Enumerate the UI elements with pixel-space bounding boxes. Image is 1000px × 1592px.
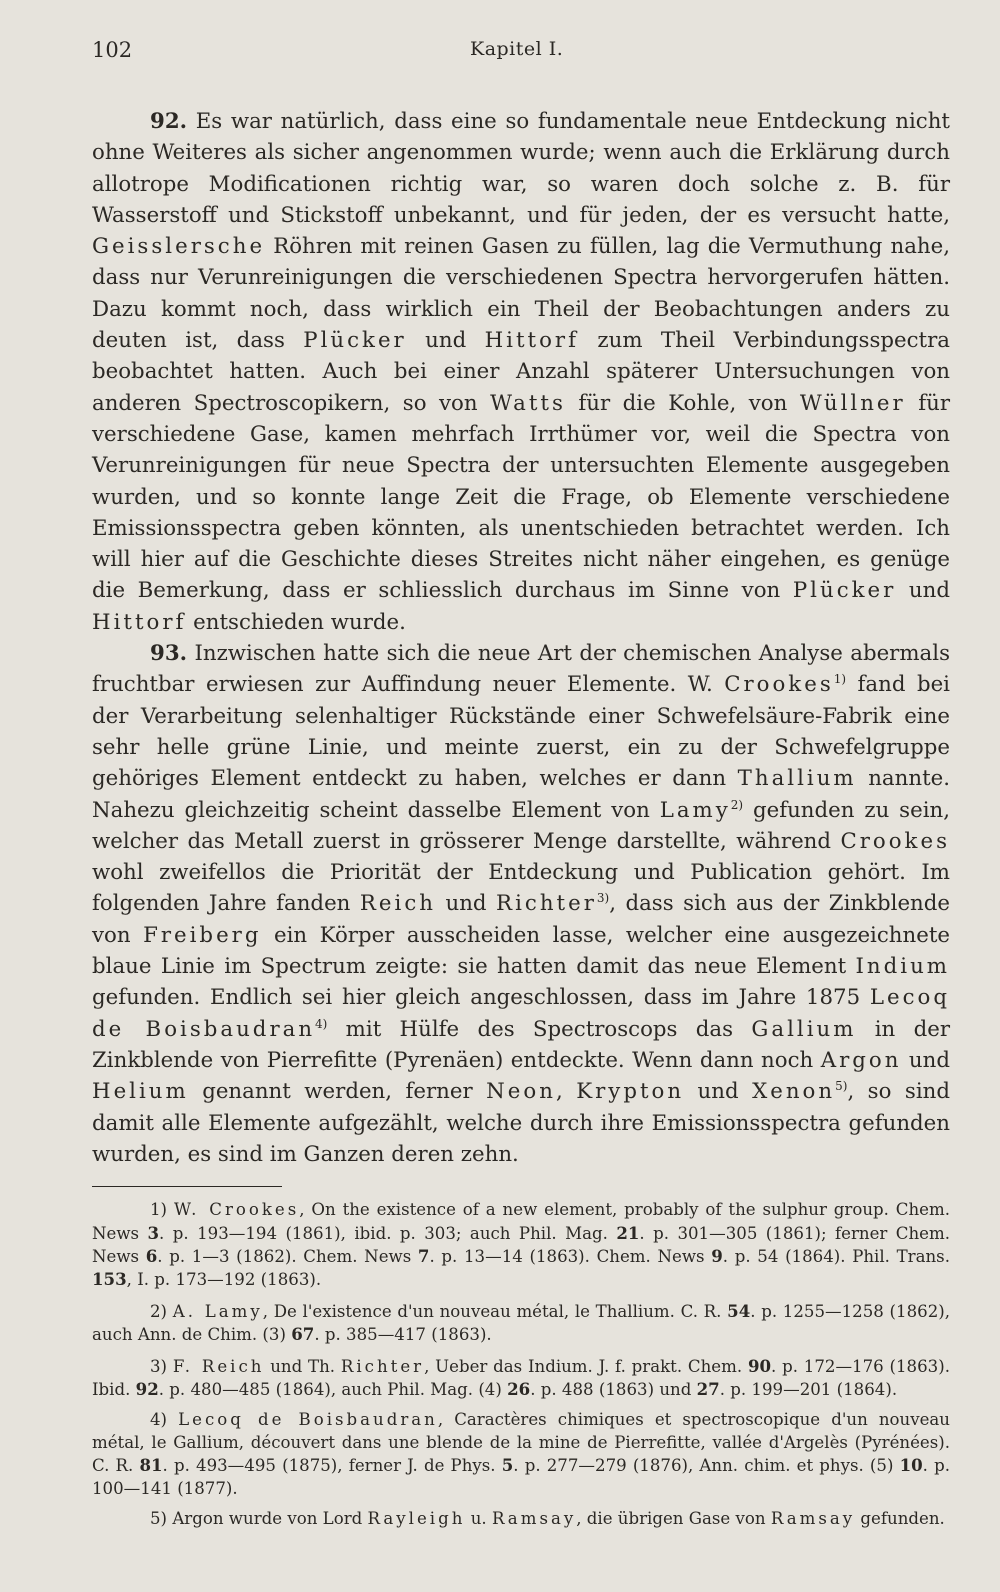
spaced-name: Freiberg bbox=[143, 922, 262, 948]
spaced-name: Watts bbox=[490, 390, 566, 416]
text-run: , Caractères chimiques et spectroscopique d'un nouveau métal, le Gallium, découvert dans une blende de la mine de Pierrefitte, vallée d'Argelès (Pyrénées). C. R. bbox=[92, 1410, 950, 1476]
text-run: , bbox=[555, 1079, 577, 1105]
footnote-ref[interactable]: 4) bbox=[315, 1016, 328, 1031]
spaced-name: Wüllner bbox=[799, 390, 906, 416]
paragraph-section-93 bbox=[92, 638, 950, 1170]
footnote-mark: 5) bbox=[150, 1508, 168, 1528]
spaced-name: Neon bbox=[486, 1079, 556, 1105]
volume-number: 5 bbox=[501, 1455, 514, 1476]
footnote-mark: 2) bbox=[150, 1301, 168, 1321]
text-run: Es war natürlich, dass eine so fundamentale neue Entdeckung nicht ohne Weiteres als sicher angenommen wurde; wenn auch die Erklärung durch allotrope Modificationen richtig war, so waren doch solche z. B. für Wasserstoff und Stickstoff unbekannt, und für jeden, der es versucht hatte, bbox=[92, 109, 950, 228]
text-run: und bbox=[406, 328, 485, 354]
text-run: , dass sich aus der Zinkblende von bbox=[92, 891, 951, 948]
text-run: und bbox=[896, 578, 950, 604]
volume-number: 27 bbox=[696, 1378, 720, 1399]
page-header bbox=[92, 38, 950, 78]
spaced-name: Indium bbox=[855, 954, 950, 980]
text-run: . p. 193—194 (1861), ibid. p. 303; auch Phil. Mag. bbox=[159, 1223, 617, 1243]
text-run: . p. 480—485 (1864), auch Phil. Mag. (4) bbox=[158, 1379, 508, 1399]
text-run: . p. 100—141 (1877). bbox=[92, 1456, 950, 1498]
volume-number: 26 bbox=[507, 1378, 531, 1399]
text-run: gefunden zu sein, welcher das Metall zuerst in grösserer Menge darstellte, während bbox=[92, 797, 950, 854]
text-run: , I. p. 173—192 (1863). bbox=[126, 1270, 322, 1290]
text-run: ein Körper ausscheiden lasse, welcher eine ausgezeichnete blaue Linie im Spectrum zeigte: sie hatten damit das neue Element bbox=[92, 922, 950, 980]
text-run: nannte. Nahezu gleichzeitig scheint dasselbe Element von bbox=[92, 766, 950, 823]
footnote-author: Lecoq de Boisbaudran bbox=[178, 1410, 438, 1430]
text-run: . p. 488 (1863) und bbox=[530, 1379, 697, 1399]
text-run: , On the existence of a new element, probably of the sulphur group. Chem. News bbox=[92, 1200, 950, 1243]
volume-number: 67 bbox=[291, 1324, 315, 1345]
text-run: für die Kohle, von bbox=[565, 390, 800, 416]
volume-number: 54 bbox=[727, 1300, 751, 1321]
text-run: , De l'existence d'un nouveau métal, le Thallium. C. R. bbox=[262, 1301, 728, 1321]
text-run: Röhren mit reinen Gasen zu füllen, lag die Vermuthung nahe, dass nur Verunreinigungen die verschiedenen Spectra hervorgerufen hätten. Dazu kommt noch, dass wirklich ein Theil der Beobachtungen anders zu deuten ist, dass bbox=[92, 234, 950, 354]
footnotes bbox=[92, 1199, 950, 1530]
text-run: gefunden. Endlich sei hier gleich angeschlossen, dass im Jahre 1875 bbox=[92, 985, 870, 1011]
spaced-name: Ramsay bbox=[770, 1508, 856, 1528]
footnote-3 bbox=[92, 1355, 950, 1402]
footnote-2 bbox=[92, 1300, 950, 1347]
text-run: . p. 13—14 (1863). Chem. News bbox=[429, 1246, 712, 1266]
volume-number: 81 bbox=[139, 1455, 163, 1476]
text-run: entschieden wurde. bbox=[186, 609, 406, 635]
text-run: und Th. bbox=[264, 1356, 341, 1376]
section-number: 92. bbox=[150, 109, 188, 134]
text-run: u. bbox=[465, 1508, 492, 1528]
volume-number: 90 bbox=[747, 1355, 772, 1376]
footnote-author: F. Reich bbox=[172, 1356, 265, 1376]
volume-number: 6 bbox=[145, 1245, 158, 1266]
spaced-name: Crookes bbox=[724, 672, 834, 698]
footnote-author: A. Lamy bbox=[172, 1301, 263, 1321]
spaced-name: Lamy bbox=[659, 797, 731, 823]
spaced-name: Plücker bbox=[792, 578, 897, 604]
volume-number: 3 bbox=[147, 1222, 160, 1243]
text-run: Argon wurde von Lord bbox=[167, 1508, 368, 1528]
footnote-author: W. Crookes bbox=[173, 1200, 300, 1220]
paragraph-section-92 bbox=[92, 106, 950, 638]
spaced-name: Xenon bbox=[752, 1079, 836, 1105]
footnote-ref[interactable]: 3) bbox=[596, 891, 610, 906]
text-run: zum Theil Verbindungsspectra beobachtet hatten. Auch bei einer Anzahl späterer Untersuchungen von anderen Spectroscopikern, so von bbox=[92, 328, 950, 416]
volume-number: 10 bbox=[899, 1455, 923, 1476]
spaced-name: Helium bbox=[92, 1079, 189, 1105]
text-run: und bbox=[684, 1079, 753, 1105]
spaced-name: Gallium bbox=[751, 1016, 857, 1042]
volume-number: 9 bbox=[711, 1245, 723, 1266]
main-text bbox=[92, 106, 950, 1170]
text-run: , so sind damit alle Elemente aufgezählt, welche durch ihre Emissionsspectra gefunden wurden, es sind im Ganzen deren zehn. bbox=[92, 1079, 950, 1167]
spaced-name: Hittorf bbox=[92, 609, 187, 635]
text-run: und bbox=[901, 1047, 950, 1073]
running-head: Kapitel I. bbox=[470, 38, 564, 60]
volume-number: 7 bbox=[417, 1245, 430, 1266]
text-run: . p. 301—305 (1861); ferner Chem. News bbox=[92, 1223, 950, 1266]
text-run: . p. 1255—1258 (1862), auch Ann. de Chim. (3) bbox=[92, 1301, 951, 1345]
text-run: mit Hülfe des Spectroscops das bbox=[327, 1016, 752, 1042]
text-run: . p. 199—201 (1864). bbox=[719, 1379, 898, 1399]
footnote-divider bbox=[92, 1186, 282, 1187]
text-run: genannt werden, ferner bbox=[188, 1079, 487, 1105]
text-run: Inzwischen hatte sich die neue Art der chemischen Analyse abermals fruchtbar erwiesen zur Auffindung neuer Elemente. W. bbox=[92, 641, 950, 698]
footnote-mark: 4) bbox=[150, 1410, 168, 1430]
text-run: . p. 385—417 (1863). bbox=[314, 1325, 492, 1345]
text-run: und bbox=[435, 891, 497, 917]
spaced-name: Plücker bbox=[303, 328, 407, 354]
spaced-name: Krypton bbox=[576, 1079, 685, 1105]
text-run: . p. 172—176 (1863). Ibid. bbox=[92, 1356, 950, 1399]
text-run: , die übrigen Gase von bbox=[576, 1508, 771, 1528]
spaced-name: Geisslersche bbox=[92, 234, 266, 260]
section-number: 93. bbox=[150, 641, 188, 667]
spaced-name: Hittorf bbox=[484, 328, 579, 354]
footnote-mark: 3) bbox=[150, 1356, 168, 1376]
text-run: wohl zweifellos die Priorität der Entdeckung und Publication gehört. Im folgenden Jahre fanden bbox=[92, 860, 950, 917]
spaced-name: Lecoq de Boisbaudran bbox=[92, 985, 950, 1042]
spaced-name: Crookes bbox=[840, 828, 950, 854]
spaced-name: Argon bbox=[820, 1047, 902, 1073]
footnote-author: Richter bbox=[340, 1356, 425, 1376]
footnote-ref[interactable]: 5) bbox=[835, 1079, 848, 1094]
text-run: , Ueber das Indium. J. f. prakt. Chem. bbox=[424, 1356, 748, 1376]
spaced-name: Richter bbox=[496, 891, 597, 917]
footnote-ref[interactable]: 1) bbox=[833, 672, 847, 687]
volume-number: 92 bbox=[135, 1378, 159, 1399]
volume-number: 21 bbox=[616, 1222, 640, 1243]
footnote-mark: 1) bbox=[150, 1200, 168, 1220]
spaced-name: Ramsay bbox=[491, 1508, 577, 1528]
spaced-name: Rayleigh bbox=[367, 1508, 466, 1528]
text-run: in der Zinkblende von Pierrefitte (Pyrenäen) entdeckte. Wenn dann noch bbox=[92, 1016, 951, 1073]
spaced-name: Thallium bbox=[737, 766, 857, 792]
footnote-5 bbox=[92, 1508, 950, 1530]
text-run: . p. 493—495 (1875), ferner J. de Phys. bbox=[162, 1456, 502, 1476]
text-run: . p. 1—3 (1862). Chem. News bbox=[157, 1246, 418, 1266]
footnote-1 bbox=[92, 1199, 950, 1292]
text-run: für verschiedene Gase, kamen mehrfach Irrthümer vor, weil die Spectra von Verunreinigungen für neue Spectra der untersuchten Elemente ausgegeben wurden, und so konnte lange Zeit die Frage, ob Elemente verschiedene Emissionsspectra geben könnten, als unentschieden betrachtet werden. Ich will hier auf die Geschichte dieses Streites nicht näher eingehen, es genüge die Bemerkung, dass er schliesslich durchaus im Sinne von bbox=[92, 390, 950, 604]
spaced-name: Reich bbox=[359, 891, 436, 917]
page-number: 102 bbox=[92, 38, 133, 62]
text-run: gefunden. bbox=[855, 1508, 945, 1528]
text-run: . p. 277—279 (1876), Ann. chim. et phys. (5) bbox=[513, 1456, 900, 1476]
footnote-4 bbox=[92, 1409, 950, 1500]
footnote-ref[interactable]: 2) bbox=[730, 797, 744, 812]
text-run: . p. 54 (1864). Phil. Trans. bbox=[722, 1246, 950, 1266]
text-run: fand bei der Verarbeitung selenhaltiger Rückstände einer Schwefelsäure-Fabrik eine sehr helle grüne Linie, und meinte zuerst, ein zu der Schwefelgruppe gehöriges Element entdeckt zu haben, welches er dann bbox=[92, 672, 950, 792]
volume-number: 153 bbox=[92, 1269, 127, 1290]
